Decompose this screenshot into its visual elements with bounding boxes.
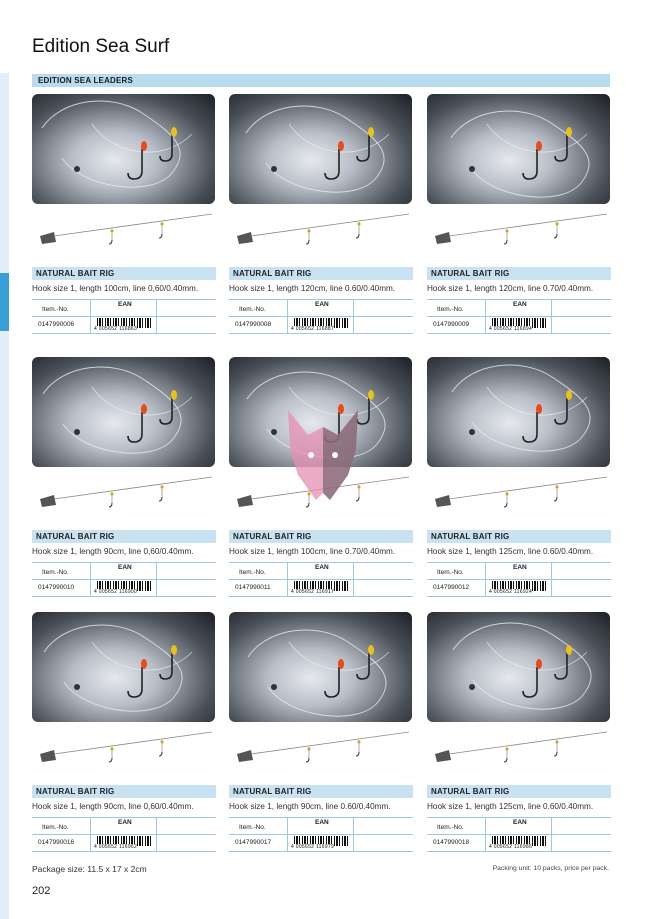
- side-tab-marker: [0, 273, 9, 331]
- ean-label: EAN: [513, 819, 527, 826]
- ean-number: 4 005652 116917: [291, 589, 335, 595]
- product-card: [427, 357, 611, 597]
- ean-number: 4 005652 116894: [489, 326, 533, 332]
- page-number: 202: [32, 885, 51, 897]
- item-no-label: Item.-No.: [42, 569, 69, 576]
- item-no-label: Item.-No.: [42, 306, 69, 313]
- product-description: Hook size 1, length 125cm, line 0.60/0.40mm.: [427, 547, 594, 556]
- ean-label: EAN: [315, 819, 329, 826]
- page-title: Edition Sea Surf: [32, 36, 170, 57]
- item-table: [229, 817, 413, 851]
- ean-label: EAN: [513, 564, 527, 571]
- ean-number: 4 005652 116979: [291, 844, 335, 850]
- product-name: NATURAL BAIT RIG: [427, 785, 611, 798]
- product-name: NATURAL BAIT RIG: [32, 785, 216, 798]
- product-photo: [427, 94, 610, 204]
- rig-photo-illustration: [427, 94, 610, 204]
- item-table: [32, 562, 216, 596]
- packing-unit: Packing unit: 10 packs, price per pack.: [492, 865, 609, 872]
- product-description: Hook size 1, length 90cm, line 0,60/0.40mm.: [32, 547, 194, 556]
- product-description: Hook size 1, length 90cm, line 0,60/0.40mm.: [32, 802, 194, 811]
- rig-diagram: [229, 728, 413, 774]
- ean-label: EAN: [118, 564, 132, 571]
- product-card: [32, 94, 216, 334]
- ean-label: EAN: [315, 564, 329, 571]
- product-card: [229, 94, 413, 334]
- product-name: NATURAL BAIT RIG: [427, 530, 611, 543]
- item-no-value: 0147990018: [433, 839, 470, 846]
- product-description: Hook size 1, length 100cm, line 0,60/0.40mm.: [32, 284, 199, 293]
- wolf-logo-watermark: [278, 405, 368, 505]
- side-strip: [0, 73, 9, 919]
- item-table: [427, 562, 611, 596]
- ean-label: EAN: [513, 301, 527, 308]
- item-table: [229, 562, 413, 596]
- rig-photo-illustration: [32, 612, 215, 722]
- ean-number: 4 005652 116863: [94, 326, 138, 332]
- rig-diagram: [32, 210, 216, 256]
- product-name: NATURAL BAIT RIG: [32, 267, 216, 280]
- ean-number: 4 005652 116924: [489, 589, 533, 595]
- item-no-value: 0147990011: [235, 584, 271, 591]
- rig-photo-illustration: [32, 94, 215, 204]
- product-description: Hook size 1, length 90cm, line 0.60/0.40mm.: [229, 802, 391, 811]
- product-name: NATURAL BAIT RIG: [427, 267, 611, 280]
- item-table: [229, 299, 413, 333]
- item-no-label: Item.-No.: [239, 569, 266, 576]
- rig-photo-illustration: [32, 357, 215, 467]
- ean-barcode: [291, 836, 351, 850]
- product-description: Hook size 1, length 125cm, line 0.60/0.40mm.: [427, 802, 594, 811]
- ean-barcode: [94, 318, 154, 332]
- rig-photo-illustration: [427, 612, 610, 722]
- product-description: Hook size 1, length 120cm, line 0.60/0.40mm.: [229, 284, 396, 293]
- item-table: [32, 299, 216, 333]
- product-photo: [229, 94, 412, 204]
- rig-diagram: [427, 210, 611, 256]
- product-card: [229, 612, 413, 852]
- item-no-label: Item.-No.: [42, 824, 69, 831]
- item-no-label: Item.-No.: [239, 306, 266, 313]
- product-photo: [229, 612, 412, 722]
- rig-diagram: [427, 728, 611, 774]
- rig-diagram: [32, 473, 216, 519]
- ean-barcode: [489, 836, 549, 850]
- rig-photo-illustration: [229, 94, 412, 204]
- ean-barcode: [291, 318, 351, 332]
- product-name: NATURAL BAIT RIG: [229, 267, 413, 280]
- ean-number: 4 005652 116986: [489, 844, 533, 850]
- package-size: Package size: 11.5 x 17 x 2cm: [32, 864, 147, 874]
- product-description: Hook size 1, length 120cm, line 0.70/0.40mm.: [427, 284, 594, 293]
- ean-barcode: [94, 581, 154, 595]
- ean-barcode: [94, 836, 154, 850]
- ean-label: EAN: [315, 301, 329, 308]
- product-name: NATURAL BAIT RIG: [229, 785, 413, 798]
- item-no-value: 0147990010: [38, 584, 75, 591]
- rig-diagram: [32, 728, 216, 774]
- rig-photo-illustration: [229, 612, 412, 722]
- product-photo: [32, 94, 215, 204]
- rig-photo-illustration: [427, 357, 610, 467]
- ean-barcode: [489, 318, 549, 332]
- product-card: [427, 94, 611, 334]
- item-no-value: 0147990016: [38, 839, 75, 846]
- item-table: [32, 817, 216, 851]
- item-no-label: Item.-No.: [437, 306, 464, 313]
- item-no-value: 0147990009: [433, 321, 470, 328]
- ean-number: 4 005652 116900: [94, 589, 138, 595]
- item-table: [427, 299, 611, 333]
- item-table: [427, 817, 611, 851]
- item-no-value: 0147990017: [235, 839, 272, 846]
- item-no-value: 0147990012: [433, 584, 470, 591]
- item-no-value: 0147990006: [38, 321, 75, 328]
- product-photo: [32, 357, 215, 467]
- ean-label: EAN: [118, 301, 132, 308]
- ean-number: 4 005652 116962: [94, 844, 138, 850]
- item-no-label: Item.-No.: [239, 824, 266, 831]
- product-photo: [427, 357, 610, 467]
- product-photo: [32, 612, 215, 722]
- product-photo: [427, 612, 610, 722]
- item-no-label: Item.-No.: [437, 569, 464, 576]
- product-card: [427, 612, 611, 852]
- product-card: [32, 357, 216, 597]
- rig-diagram: [229, 210, 413, 256]
- ean-barcode: [291, 581, 351, 595]
- rig-diagram: [427, 473, 611, 519]
- item-no-label: Item.-No.: [437, 824, 464, 831]
- product-card: [32, 612, 216, 852]
- product-description: Hook size 1, length 100cm, line 0.70/0.40mm.: [229, 547, 396, 556]
- product-name: NATURAL BAIT RIG: [229, 530, 413, 543]
- product-name: NATURAL BAIT RIG: [32, 530, 216, 543]
- ean-number: 4 005652 116887: [291, 326, 335, 332]
- ean-label: EAN: [118, 819, 132, 826]
- section-header: EDITION SEA LEADERS: [32, 74, 610, 87]
- item-no-value: 0147990008: [235, 321, 272, 328]
- ean-barcode: [489, 581, 549, 595]
